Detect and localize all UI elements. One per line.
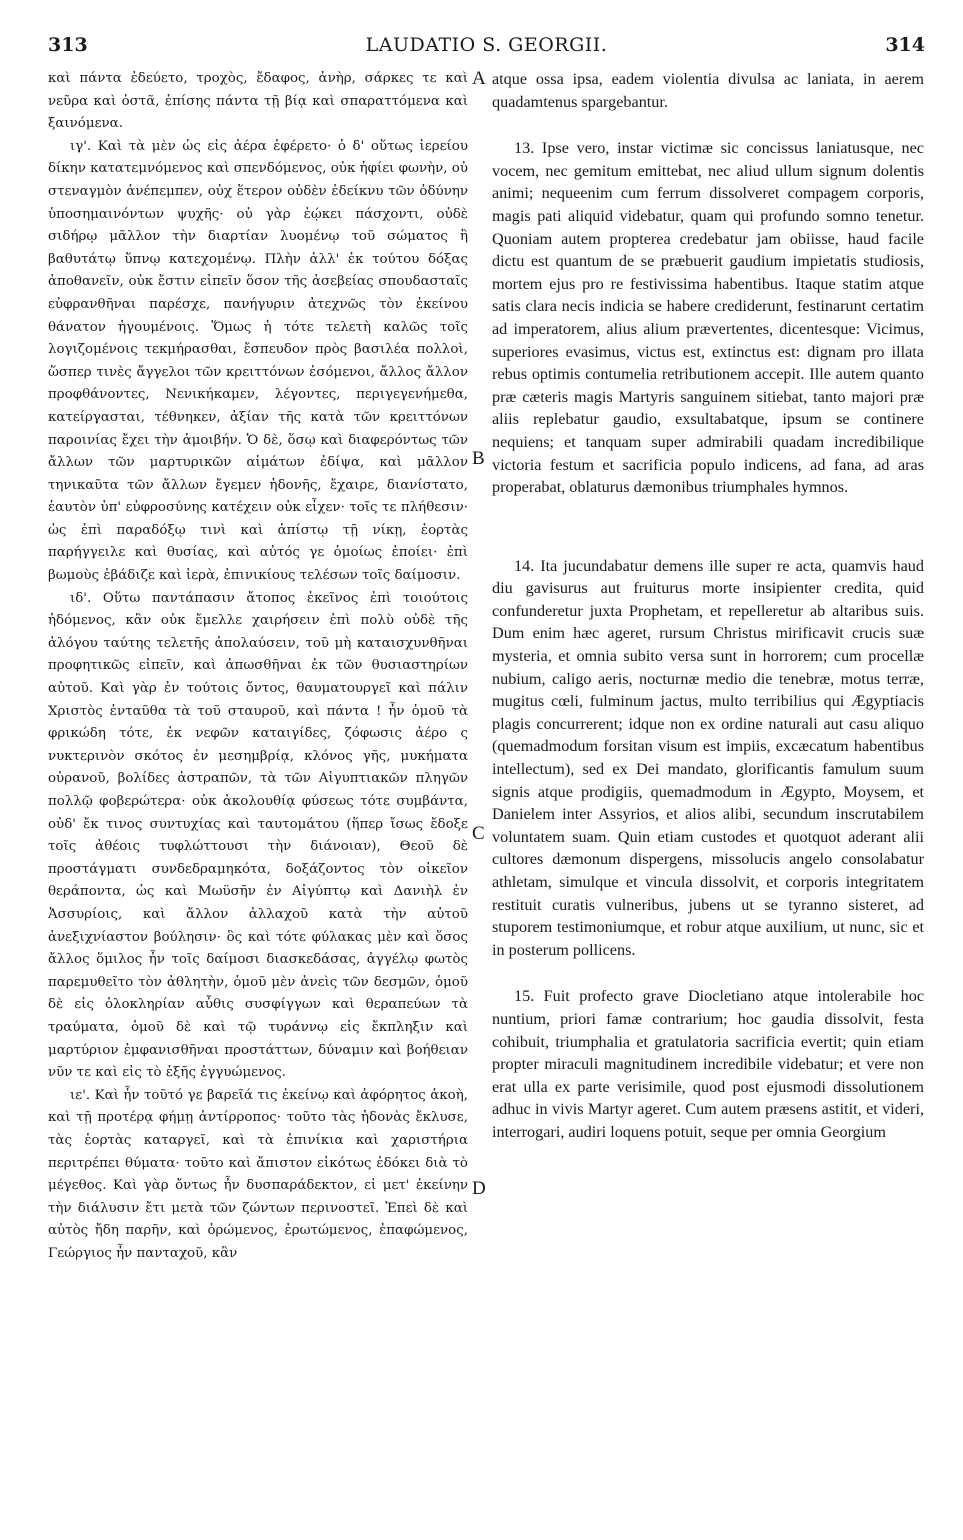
latin-paragraph-continuation: atque ossa ipsa, eadem violentia divulsa ac laniata, in aerem quadamtenus spargebantur. xyxy=(492,70,924,111)
paragraph-gap xyxy=(492,113,924,137)
margin-letter-d: D xyxy=(472,1178,486,1199)
margin-letter-a: A xyxy=(472,68,486,89)
paragraph-gap xyxy=(492,961,924,985)
margin-letters xyxy=(468,68,492,1265)
margin-letter-c: C xyxy=(472,823,485,844)
paragraph-gap xyxy=(492,499,924,555)
two-column-body xyxy=(48,68,925,1265)
margin-letter-b: B xyxy=(472,448,485,469)
running-title: LAUDATIO S. GEORGII. xyxy=(365,34,608,56)
greek-paragraph-13: ιγ'. Καὶ τὰ μὲν ὡς εἰς ἀέρα ἐφέρετο· ὁ δ' οὕτως ἱερείου δίκην κατατεμνόμενος καὶ σπενδόμενος, οὐκ ἠφίει φωνὴν, οὐ στεναγμὸν ἀνέπεμπεν, οὐχ ἕτερον οὐδὲν ἐδείκνυ τῶν ὀδύνην ὑποσημαινόντων ψυχῆς· οὐ γὰρ ἐῴκει πάσχοντι, οὐδὲ σιδήρῳ μᾶλλον τὴν διαρτίαν λυομένῳ τοῦ σώματος ἢ βαθυτάτῳ ὕπνῳ κατεχομένῳ. Πλὴν ἀλλ' ἐκ τούτου δόξας ἀποθανεῖν, οὐκ ἔστιν εἰπεῖν ὅσον τῆς ἀσεβείας σπουδασταῖς εὐφρανθῆναι παρέσχε, πανήγυριν ἀτεχνῶς τὸν ἐκείνου θάνατον ἡγουμένοις. Ὅμως ἡ τότε τελετὴ καλῶς τοῖς λογιζομένοις τεκμήρασθαι, ἔσπευδον πρὸς βασιλέα πολλοὶ, ὥσπερ τινὲς ἄγγελοι τῶν κρειττόνων ἐσόμενοι, ἄλλος ἄλλον προφθάνοντες, Νενικήκαμεν, λέγοντες, περιγεγενήμεθα, κατείργασται, τέθνηκεν, ἀξίαν τῆς κατὰ τῶν κρειττόνων παροινίας ἔχει τὴν ἀμοιβήν. Ὁ δὲ, ὅσῳ καὶ διαφερόντως τῶν ἄλλων τῶν μαρτυρικῶν αἱμάτων ἐδίψα, καὶ μᾶλλον τηνικαῦτα τῶν ἄλλων ἔγεμεν ἡδονῆς, ἔχαιρε, διανίστατο, ἑαυτὸν ὑπ' εὐφροσύνης κατέχειν οὐκ εἶχεν· τοῖς τε πλήθεσιν· ὡς ἐπὶ παραδόξῳ τινὶ καὶ ἀπίστῳ τῇ νίκῃ, ἑορτὰς παρήγγειλε καὶ θυσίας, καὶ αὐτός γε ὁμοίως ἐποίει· ἐπὶ βωμοὺς ἐβάδιζε καὶ ἱερὰ, ἐπινικίους τελέσων τοῖς δαίμοσιν. xyxy=(48,138,468,584)
page-header xyxy=(48,34,925,66)
latin-paragraph-13: 13. Ipse vero, instar victimæ sic concissus laniatusque, nec vocem, nec gemitum emittebat, nec aliud ullum signum dolentis animi; nequeenim cum ferrum dissolveret compagem corporis, magis pati aliquid videbatur, quam qui profundo somno tenetur. Quoniam autem propterea credebatur jam obiisse, haud facile dictu est quantum de se præbuerit gaudium impietatis studiosis, mortem ejus pro re festivissima habentibus. Itaque statim atque satis clara necis indicia se habere crediderunt, festinarunt certatim ad imperatorem, alius alium prævertentes, dicentesque: Vicimus, superiores evasimus, victus est, extinctus est: dignam pro illata rebus optimis contumelia retributionem accepit. Ille autem quanto præ cæteris magis Martyris sanguinem sitiebat, tanto majori præ aliis replebatur gaudio, exsultabatque, ipsum se continere nequiens; et tanquam super admirabili quadam incredibilique victoria festum et sacrificia populo indicens, ad fana, ad aras properabat, oblaturus dæmonibus triumphales hymnos. xyxy=(492,139,924,497)
right-page-number: 314 xyxy=(885,34,925,56)
latin-paragraph-15: 15. Fuit profecto grave Diocletiano atque intolerabile hoc nuntium, priori famæ contrarium; hoc gaudia dissolvit, festa cohibuit, triumphalia et gratulatoria sacrificia evertit; quin etiam propter miraculi magnitudinem incredibile videbatur; et vere non erat ulla ex parte verisimile, quod post ejusmodi dissolutionem adhuc in vivis Martyr ageret. Cum autem præsens astitit, et videri, interrogari, audiri loquens potuit, seque per omnia Georgium xyxy=(492,987,924,1141)
greek-paragraph-continuation: καὶ πάντα ἐδεύετο, τροχὸς, ἔδαφος, ἀνὴρ, σάρκες τε καὶ νεῦρα καὶ ὀστᾶ, ἐπίσης πάντα τῇ βίᾳ καὶ σπαραττόμενα καὶ ξαινόμενα. xyxy=(48,71,468,132)
greek-column xyxy=(48,68,468,1265)
latin-paragraph-14: 14. Ita jucundabatur demens ille super re acta, quamvis haud diu gavisurus aut fruiturus morte insipienter credita, quid confunderetur juxta Prophetam, et repelleretur ab altaribus suis. Dum enim hæc ageret, rursum Christus mirificavit crucis suæ mysteria, et omnia subito versa sunt in horrorem; cum procellæ nubium, caligo aeris, nocturnæ medio die tenebræ, motus terræ, mugitus cœli, fulminum jactus, multo terribilius qui Ægyptiacis plagis concurrerent; idque non ex ordine naturali aut casu aliquo (quemadmodum forsitan visum est impiis, excæcatum habentibus intellectum), sed ex Dei mandato, glorificantis famulum suum signis atque prodigiis, quemadmodum in Ægypto, Moysem, et Danielem inter Assyrios, et alios alibi, secundum inscrutabilem voluntatem suam. Quin etiam custodes et quotquot aderant alii cultores dæmonum dispergens, missolucis angelo consolabatur athletam, simulque et vincula dissolvit, et corporis integritatem restituit curatis vulneribus, jubens ut se tyranno sisteret, ad stuporem testimoniumque, et robur atque auxilium, ut nunc, sic et in posterum pollicens. xyxy=(492,556,924,959)
greek-paragraph-15: ιε'. Καὶ ἦν τοῦτό γε βαρεῖά τις ἐκείνῳ καὶ ἀφόρητος ἀκοὴ, καὶ τῇ προτέρᾳ φήμῃ ἀντίρροπος· τοῦτο τὰς ἡδονὰς ἔκλυσε, τὰς ἑορτὰς καταργεῖ, καὶ τὰ ἐπινίκια καὶ χαριστήρια περιτρέπει θύματα· τοῦτο καὶ ἄπιστον εἰκότως ἐδόκει διὰ τὸ μέγεθος. Καὶ γὰρ ὄντως ἦν δυσπαράδεκτον, εἰ μετ' ἐκείνην τὴν διάλυσιν ἔτι μετὰ τῶν ζώντων περινοστεῖ. Ἐπεὶ δὲ καὶ αὐτὸς ἤδη παρῆν, καὶ ὁρώμενος, ἐρωτώμενος, ἐπαφώμενος, Γεώργιος ἦν πανταχοῦ, κἂν xyxy=(48,1087,468,1261)
greek-paragraph-14: ιδ'. Οὕτω παντάπασιν ἄτοπος ἐκεῖνος ἐπὶ τοιούτοις ἠδόμενος, κἂν οὐκ ἔμελλε χαιρήσειν ἐπὶ πολὺ οὐδὲ τῆς ἀλόγου ταύτης τελετῆς ἀπολαύσειν, τοῦ μὴ καταισχυνθῆναι προφητικῶς εἰπεῖν, καὶ ἀπωσθῆναι ἐκ τῶν θυσιαστηρίων αὐτοῦ. Καὶ γὰρ ἐν τούτοις ὄντος, θαυματουργεῖ καὶ πάλιν Χριστὸς ἐνταῦθα τὰ τοῦ σταυροῦ, καὶ πάντα ! ἦν ὁμοῦ τὰ φρικώδη τότε, ἐκ νεφῶν καταιγίδες, ζόφωσις ἀέρο ς νυκτερινὸν σκότος ἐν μεσημβρίᾳ, κλόνος γῆς, μυκήματα οὐρανοῦ, βολίδες ἀστραπῶν, τὰ τῶν Αἰγυπτιακῶν πληγῶν πολλῷ φοβερώτερα· οὐκ ἀκολουθίᾳ φύσεως τότε συμβάντα, οὐδ' ἔκ τινος συντυχίας καὶ ταυτομάτου (ἥπερ ἴσως ἔδοξε τοῖς ἀθέοις τυφλώττουσι τὴν διάνοιαν), Θεοῦ δὲ προστάγματι συνδεδραμηκότα, δοξάζοντος τὸν οἰκεῖον θεράποντα, ὡς καὶ Μωϋσῆν ἐν Αἰγύπτῳ καὶ Δανιὴλ ἐν Ἀσσυρίοις, καὶ ἄλλον ἀλλαχοῦ κατὰ τὴν αὐτοῦ ἀνεξιχνίαστον βούλησιν· ὃς καὶ τότε φύλακας μὲν καὶ ὅσος ἄλλος ὅμιλος ἦν τοῖς δαίμοσι διασκεδάσας, ἀγγέλῳ φωτὸς παρεμυθεῖτο τὸν ἀθλητὴν, ὁμοῦ μὲν ἀνεὶς τῶν δεσμῶν, ὁμοῦ δὲ εἰς ὁλοκληρίαν αὖθις συσφίγγων καὶ θεραπεύων τὰ τραύματα, ὁμοῦ δὲ καὶ τῷ τυράννῳ εἰς ἔκπληξιν καὶ μαρτύριον ἐμφανισθῆναι προστάττων, δύναμιν καὶ βοήθειαν νῦν τε καὶ εἰς τὸ ἑξῆς ἐγγυώμενος. xyxy=(48,590,468,1081)
latin-column xyxy=(492,68,924,1265)
left-page-number: 313 xyxy=(48,34,88,56)
